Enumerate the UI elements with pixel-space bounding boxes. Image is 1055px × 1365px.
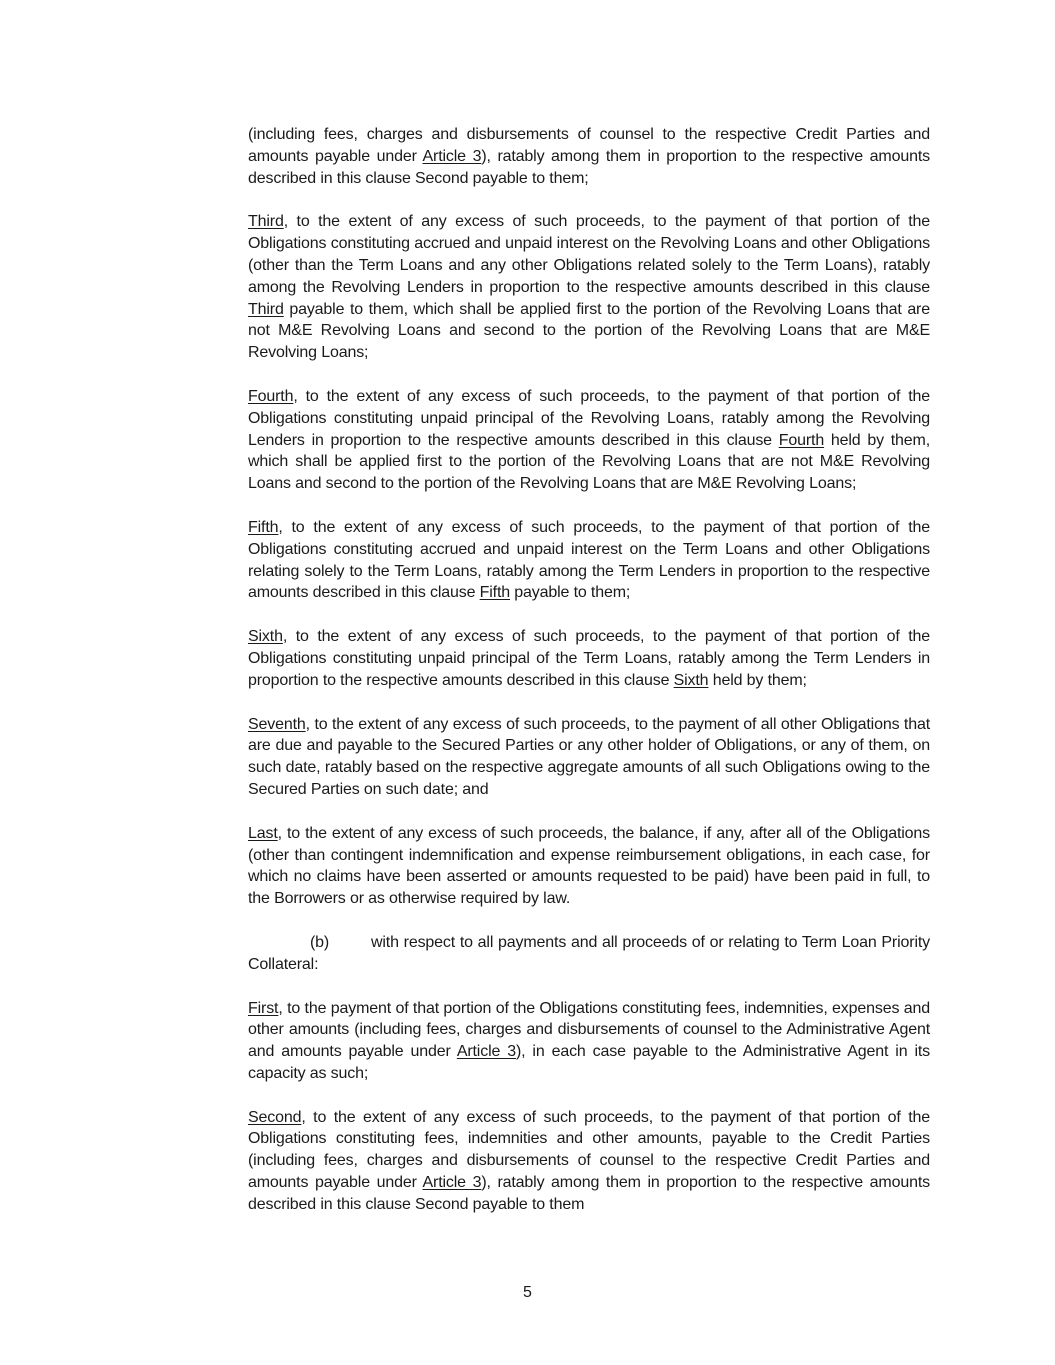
clause-heading-fourth: Fourth [248, 387, 294, 405]
article-3-link[interactable]: Article 3 [456, 1043, 516, 1061]
article-3-link[interactable]: Article 3 [422, 147, 482, 165]
clause-heading-seventh: Seventh [248, 715, 306, 733]
clause-ref-fifth: Fifth [479, 584, 510, 602]
paragraph-fifth: Fifth, to the extent of any excess of such proceeds, to the payment of that portion of the Obligations constituting accrued and unpaid interest on the Term Loans and other Obligations relating solely to the Term Loans, ratably among the Term Lenders in proportion to the respective amounts described in this clause Fifth payable to them; [248, 518, 930, 602]
clause-heading-third: Third [248, 213, 284, 231]
subsection-label: (b) [310, 933, 330, 951]
clause-heading-last: Last [248, 824, 278, 842]
paragraph-sixth: Sixth, to the extent of any excess of such proceeds, to the payment of that portion of the Obligations constituting unpaid principal of the Term Loans, ratably among the Term Lenders in proportion to the respective amounts described in this clause Sixth held by them; [248, 628, 930, 689]
paragraph-second: Second, to the extent of any excess of such proceeds, to the payment of that portion of the Obligations constituting fees, indemnities and other amounts, payable to the Credit Parties (including fees, charges and disbursements of counsel to the respective Credit Parties and amounts payable under Article 3), ratably among them in proportion to the respective amounts described in this clause Second payable to them [248, 1108, 930, 1213]
paragraph-seventh: Seventh, to the extent of any excess of such proceeds, to the payment of all other Obligations that are due and payable to the Secured Parties or any other holder of Obligations, or any of them, on such date, ratably based on the respective aggregate amounts of all such Obligations owing to the Secured Parties on such date; and [248, 715, 930, 798]
clause-ref-fourth: Fourth [778, 431, 825, 449]
document-body [248, 124, 930, 1238]
paragraph-fourth: Fourth, to the extent of any excess of such proceeds, to the payment of that portion of the Obligations constituting unpaid principal of the Revolving Loans, ratably among the Revolving Lenders in proportion to the respective amounts described in this clause Fourth held by them, which shall be applied first to the portion of the Revolving Loans that are not M&E Revolving Loans and second to the portion of the Revolving Loans that are M&E Revolving Loans; [248, 387, 931, 493]
clause-ref-third: Third [248, 300, 284, 318]
article-3-link[interactable]: Article 3 [422, 1174, 482, 1192]
subsection-b: (b) with respect to all payments and all proceeds of or relating to Term Loan Priority Collateral: [248, 933, 930, 973]
page-number: 5 [523, 1284, 532, 1301]
paragraph-third: Third, to the extent of any excess of such proceeds, to the payment of that portion of the Obligations constituting accrued and unpaid interest on the Revolving Loans and other Obligations (other than the Term Loans and any other Obligations related solely to the Term Loans), ratably among the Revolving Lenders in proportion to the respective amounts described in this clause Third payable to them, which shall be applied first to the portion of the Revolving Loans that are not M&E Revolving Loans and second to the portion of the Revolving Loans that are M&E Revolving Loans; [248, 213, 930, 362]
paragraph-first: First, to the payment of that portion of the Obligations constituting fees, indemnities, expenses and other amounts (including fees, charges and disbursements of counsel to the Administrative Agent and amounts payable under Article 3), in each case payable to the Administrative Agent in its capacity as such; [248, 999, 930, 1082]
clause-ref-sixth: Sixth [673, 671, 709, 689]
clause-heading-first: First [248, 999, 279, 1017]
clause-heading-second: Second [248, 1108, 302, 1126]
clause-heading-sixth: Sixth [248, 628, 283, 646]
paragraph-last: Last, to the extent of any excess of such proceeds, the balance, if any, after all of the Obligations (other than contingent indemnification and expense reimbursement obligations, in each case, for which no claims have been asserted or amounts requested to be paid) have been paid in full, to the Borrowers or as otherwise required by law. [248, 824, 930, 908]
paragraph-second-continued: (including fees, charges and disbursements of counsel to the respective Credit Parties and amounts payable under Article 3), ratably among them in proportion to the respective amounts described in this clause Second payable to them; [248, 126, 930, 187]
clause-heading-fifth: Fifth [248, 518, 279, 536]
